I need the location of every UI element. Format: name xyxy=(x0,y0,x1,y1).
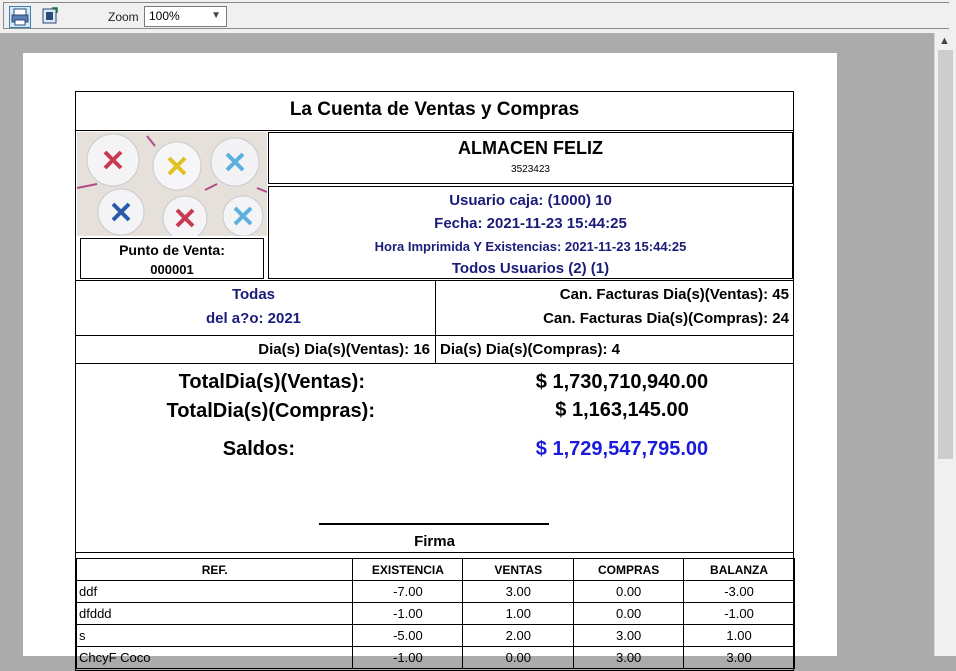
total-sales-label: TotalDia(s)(Ventas): xyxy=(178,371,365,393)
user-info-box xyxy=(268,186,793,279)
scrollbar-thumb[interactable] xyxy=(938,50,953,459)
column-header: COMPRAS xyxy=(574,559,684,581)
signature-label: Firma xyxy=(414,533,455,550)
divider xyxy=(76,130,793,131)
column-header: REF. xyxy=(77,559,353,581)
table-cell: ChcyF Coco xyxy=(77,647,353,669)
cashier-user: Usuario caja: (1000) 10 xyxy=(449,192,612,209)
divider xyxy=(435,280,436,364)
signature-line xyxy=(319,523,549,525)
divider xyxy=(76,363,793,364)
pos-box xyxy=(80,238,264,279)
report-frame xyxy=(75,91,794,671)
table-cell: 0.00 xyxy=(574,603,684,625)
table-cell: 3.00 xyxy=(684,647,795,669)
store-name: ALMACEN FELIZ xyxy=(458,138,603,158)
total-purchases-label: TotalDia(s)(Compras): xyxy=(166,400,375,422)
pos-number: 000001 xyxy=(150,262,194,277)
table-cell: -3.00 xyxy=(684,581,795,603)
table-cell: -1.00 xyxy=(353,647,463,669)
zoom-value: 100% xyxy=(149,9,180,23)
printer-icon xyxy=(10,7,30,27)
buttons-image xyxy=(77,132,267,236)
all-users: Todos Usuarios (2) (1) xyxy=(451,260,610,277)
table-cell: dfddd xyxy=(77,603,353,625)
toolbar xyxy=(0,0,956,34)
balance-value: $ 1,729,547,795.00 xyxy=(535,438,709,460)
table-cell: 1.00 xyxy=(463,603,574,625)
report-page xyxy=(23,53,837,665)
filter-all: Todas xyxy=(231,286,276,303)
days-purchases: Dia(s) Dia(s)(Compras): 4 xyxy=(440,341,621,358)
store-id: 3523423 xyxy=(511,164,550,175)
table-cell: 2.00 xyxy=(463,625,574,647)
invoices-purchases: Can. Facturas Dia(s)(Compras): 24 xyxy=(543,310,789,327)
days-sales: Dia(s) Dia(s)(Ventas): 16 xyxy=(258,341,430,358)
table-cell: 0.00 xyxy=(574,581,684,603)
table-cell: s xyxy=(77,625,353,647)
column-header: BALANZA xyxy=(684,559,795,581)
table-row xyxy=(77,647,795,669)
print-button[interactable] xyxy=(9,6,31,28)
store-box xyxy=(268,132,793,184)
table-cell: -1.00 xyxy=(353,603,463,625)
invoices-sales: Can. Facturas Dia(s)(Ventas): 45 xyxy=(559,286,789,303)
table-cell: 3.00 xyxy=(574,625,684,647)
scroll-up-icon[interactable]: ▲ xyxy=(939,35,950,47)
table-cell: 1.00 xyxy=(684,625,795,647)
balance-label: Saldos: xyxy=(222,438,295,460)
table-row xyxy=(77,581,795,603)
divider xyxy=(76,335,793,336)
report-year: del a?o: 2021 xyxy=(205,310,302,327)
table-cell: -5.00 xyxy=(353,625,463,647)
table-cell: -7.00 xyxy=(353,581,463,603)
column-header: EXISTENCIA xyxy=(353,559,463,581)
zoom-select[interactable] xyxy=(144,6,227,27)
report-title: La Cuenta de Ventas y Compras xyxy=(289,99,580,120)
table-row xyxy=(77,603,795,625)
vertical-scrollbar[interactable] xyxy=(934,33,956,656)
printed-time: Hora Imprimida Y Existencias: 2021-11-23 15:44:25 xyxy=(374,239,687,254)
export-button[interactable] xyxy=(40,6,62,28)
chevron-down-icon: ▼ xyxy=(211,10,221,21)
report-date: Fecha: 2021-11-23 15:44:25 xyxy=(434,215,627,232)
table-cell: -1.00 xyxy=(684,603,795,625)
table-header-row xyxy=(77,559,795,581)
column-header: VENTAS xyxy=(463,559,574,581)
divider xyxy=(76,552,793,553)
table-cell: 0.00 xyxy=(463,647,574,669)
table-cell: 3.00 xyxy=(574,647,684,669)
total-sales-value: $ 1,730,710,940.00 xyxy=(535,371,709,393)
table-cell: 3.00 xyxy=(463,581,574,603)
table-row xyxy=(77,625,795,647)
pos-label: Punto de Venta: xyxy=(119,242,225,258)
items-table xyxy=(76,558,795,669)
table-cell: ddf xyxy=(77,581,353,603)
zoom-label: Zoom xyxy=(108,10,139,24)
total-purchases-value: $ 1,163,145.00 xyxy=(555,399,689,421)
export-icon xyxy=(40,6,60,26)
